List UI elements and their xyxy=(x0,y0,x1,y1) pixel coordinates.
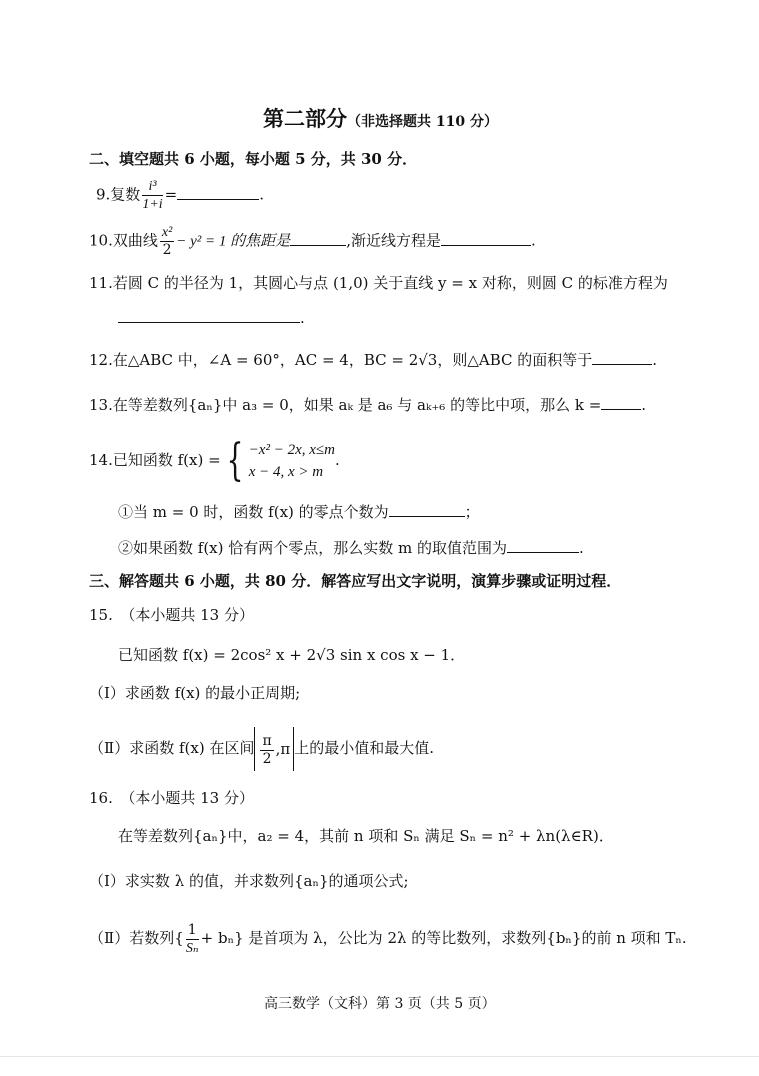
q13-text: 13.在等差数列{aₙ}中 a₃ = 0，如果 aₖ 是 a₆ 与 aₖ₊₆ 的等比中项，那么 k = xyxy=(89,396,602,414)
q14-case-1: −x² − 2x, x≤m xyxy=(248,442,335,458)
question-15-part-1: （Ⅰ）求函数 f(x) 的最小正周期; xyxy=(89,684,301,702)
q14-part-2-end: . xyxy=(579,539,584,557)
q13-end: . xyxy=(641,396,647,414)
q16-numerator: 1 xyxy=(187,921,197,938)
q9-denominator: 1+i xyxy=(142,197,163,212)
q16-fraction xyxy=(186,922,199,957)
q15-part-2-prefix: （Ⅱ）求函数 f(x) 在区间 xyxy=(89,739,255,757)
q14-part-1-text: ①当 m = 0 时，函数 f(x) 的零点个数为 xyxy=(118,503,389,521)
q15-part-2-suffix: 上的最小值和最大值. xyxy=(294,739,435,757)
question-12 xyxy=(89,350,657,369)
q9-fraction xyxy=(142,178,162,213)
section-2-heading: 二、填空题共 6 小题，每小题 5 分，共 30 分． xyxy=(89,150,418,168)
q16-part-2-prefix: （Ⅱ）若数列{ xyxy=(89,929,184,947)
section-3-heading: 三、解答题共 6 小题，共 80 分．解答应写出文字说明，演算步骤或证明过程． xyxy=(89,572,622,590)
q9-equals: = xyxy=(164,185,178,204)
q13-answer-blank[interactable] xyxy=(601,395,641,410)
question-15-stem: 已知函数 f(x) = 2cos² x + 2√3 sin x cos x − 1． xyxy=(118,646,466,664)
page-title xyxy=(263,106,498,131)
q10-fraction xyxy=(160,224,174,259)
page-title-main: 第二部分 xyxy=(263,106,347,131)
q9-numerator: i³ xyxy=(142,178,162,196)
question-14 xyxy=(89,435,340,486)
q14-cases xyxy=(249,439,335,483)
q14-part-2-blank[interactable] xyxy=(507,538,579,553)
q9-end: . xyxy=(259,185,265,204)
q9-prefix: 9.复数 xyxy=(96,185,141,204)
q14-brace: { xyxy=(226,435,244,486)
q12-answer-blank[interactable] xyxy=(592,350,652,365)
q15-interval xyxy=(254,727,294,771)
question-16-part-2 xyxy=(89,916,687,960)
q10-middle-2: ,渐近线方程是 xyxy=(346,231,441,250)
q14-part-1-end: ； xyxy=(464,503,480,521)
q10-end: . xyxy=(530,231,536,250)
question-14-part-1 xyxy=(118,502,480,521)
q15-interval-denominator: 2 xyxy=(262,750,272,767)
q10-answer-blank-1[interactable] xyxy=(290,231,346,246)
q15-interval-numerator: π xyxy=(262,732,272,749)
question-16-stem: 在等差数列{aₙ}中，a₂ = 4，其前 n 项和 Sₙ 满足 Sₙ = n² + λn(λ∈R)． xyxy=(118,827,614,845)
question-13 xyxy=(89,395,646,414)
q10-denominator: 2 xyxy=(162,242,172,258)
question-15-part-2 xyxy=(89,726,434,771)
q15-interval-tail: ,π xyxy=(275,740,291,758)
q14-part-1-blank[interactable] xyxy=(389,502,465,517)
scan-edge-line xyxy=(0,1056,759,1057)
q14-end: . xyxy=(334,451,340,469)
question-9 xyxy=(96,178,264,213)
page-title-sub: （非选择题共 110 分） xyxy=(347,114,498,130)
q12-end: . xyxy=(652,351,658,369)
q14-case-2: x − 4, x > m xyxy=(248,464,324,480)
question-11-answer xyxy=(118,308,305,327)
question-10 xyxy=(89,224,536,259)
q10-prefix: 10.双曲线 xyxy=(89,231,158,250)
q11-answer-blank[interactable] xyxy=(118,308,300,323)
q14-prefix: 14.已知函数 f(x) = xyxy=(89,451,221,469)
question-11: 11.若圆 C 的半径为 1，其圆心与点 (1,0) 关于直线 y = x 对称，则圆 C 的标准方程为 xyxy=(89,274,668,292)
q11-end: . xyxy=(300,309,305,327)
q10-numerator: x² xyxy=(161,225,173,240)
q12-text: 12.在△ABC 中，∠A = 60°，AC = 4，BC = 2√3，则△ABC 的面积等于 xyxy=(89,351,593,369)
q9-answer-blank[interactable] xyxy=(177,185,259,200)
q16-part-2-suffix: + bₙ} 是首项为 λ，公比为 2λ 的等比数列，求数列{bₙ}的前 n 项和 Tₙ. xyxy=(200,929,687,947)
q14-part-2-text: ②如果函数 f(x) 恰有两个零点，那么实数 m 的取值范围为 xyxy=(118,539,508,557)
q10-answer-blank-2[interactable] xyxy=(441,231,531,246)
q16-denominator: Sₙ xyxy=(185,940,199,956)
question-16-part-1: （Ⅰ）求实数 λ 的值，并求数列{aₙ}的通项公式; xyxy=(89,872,409,890)
page-footer: 高三数学（文科）第 3 页（共 5 页） xyxy=(264,996,496,1012)
question-16-heading: 16. （本小题共 13 分） xyxy=(89,789,254,807)
question-15-heading: 15. （本小题共 13 分） xyxy=(89,606,254,624)
q10-middle-1: − y² = 1 的焦距是 xyxy=(176,233,291,250)
question-14-part-2 xyxy=(118,538,584,557)
